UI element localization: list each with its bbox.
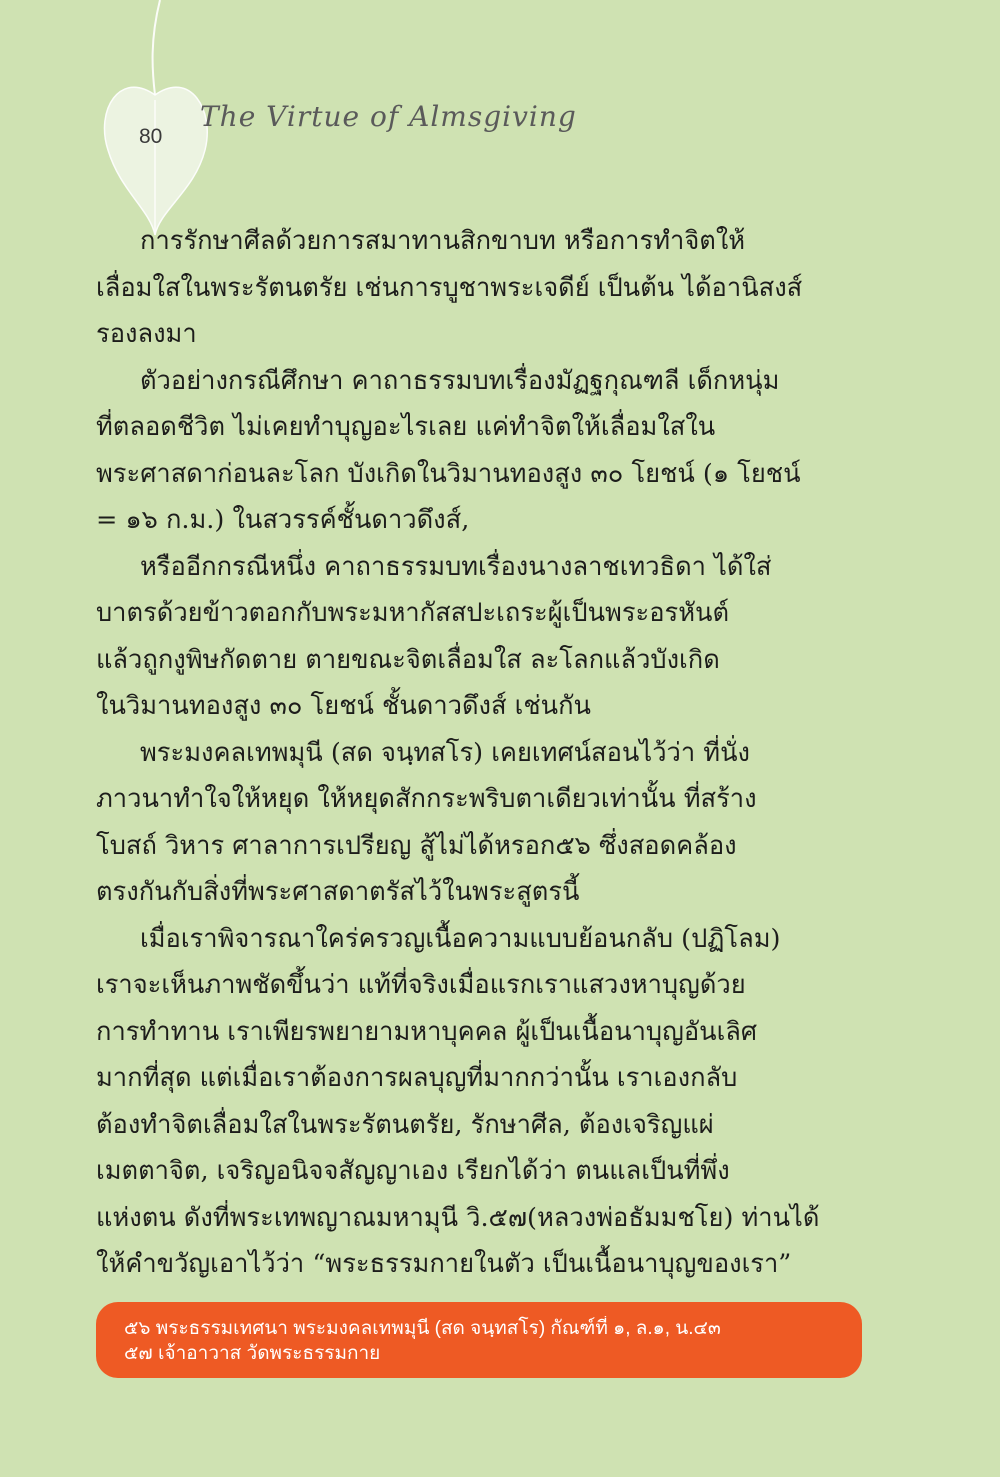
text-line: เลื่อมใสในพระรัตนตรัย เช่นการบูชาพระเจดีย์ เป็นต้น ได้อานิสงส์ [96, 272, 803, 303]
text-line: แล้วถูกงูพิษกัดตาย ตายขณะจิตเลื่อมใส ละโลกแล้วบังเกิด [96, 644, 720, 675]
text-line: หรืออีกกรณีหนึ่ง คาถาธรรมบทเรื่องนางลาชเทวธิดา ได้ใส่ [140, 551, 772, 582]
text-line: ที่ตลอดชีวิต ไม่เคยทำบุญอะไรเลย แค่ทำจิตให้เลื่อมใสใน [96, 412, 716, 442]
text-line: ต้องทำจิตเลื่อมใสในพระรัตนตรัย, รักษาศีล, ต้องเจริญแผ่ [96, 1109, 714, 1140]
footnote: ๕๖ พระธรรมเทศนา พระมงคลเทพมุนี (สด จนฺทสโร) กัณฑ์ที่ ๑, ล.๑, น.๔๓ [124, 1318, 721, 1339]
paragraph [96, 730, 866, 916]
text-line: ตรงกันกับสิ่งที่พระศาสดาตรัสไว้ในพระสูตรนี้ [96, 877, 580, 907]
paragraph [96, 358, 866, 544]
text-line: การรักษาศีลด้วยการสมาทานสิกขาบท หรือการทำจิตให้ [140, 226, 746, 256]
text-line: เราจะเห็นภาพชัดขึ้นว่า แท้ที่จริงเมื่อแรกเราแสวงหาบุญด้วย [96, 970, 746, 1000]
text-line: โบสถ์ วิหาร ศาลาการเปรียญ สู้ไม่ได้หรอก๕๖ ซึ่งสอดคล้อง [96, 830, 737, 861]
text-line: มากที่สุด แต่เมื่อเราต้องการผลบุญที่มากกว่านั้น เราเองกลับ [96, 1063, 738, 1093]
text-line: ในวิมานทองสูง ๓๐ โยชน์ ชั้นดาวดึงส์ เช่นกัน [96, 691, 591, 721]
footnote-box [96, 1302, 862, 1378]
text-line: เมตตาจิต, เจริญอนิจจสัญญาเอง เรียกได้ว่า ตนแลเป็นที่พึ่ง [96, 1156, 730, 1186]
paragraph [96, 544, 866, 730]
text-line: การทำทาน เราเพียรพยายามหาบุคคล ผู้เป็นเนื้อนาบุญอันเลิศ [96, 1016, 758, 1047]
running-title: The Virtue of Almsgiving [200, 100, 577, 133]
footnote: ๕๗ เจ้าอาวาส วัดพระธรรมกาย [124, 1343, 381, 1364]
paragraph [96, 916, 866, 1288]
text-line: เมื่อเราพิจารณาใคร่ครวญเนื้อความแบบย้อนกลับ (ปฏิโลม) [140, 923, 781, 954]
text-line: ให้คำขวัญเอาไว้ว่า “พระธรรมกายในตัว เป็นเนื้อนาบุญของเรา” [96, 1249, 792, 1279]
text-line: รองลงมา [96, 319, 197, 349]
text-line: = ๑๖ ก.ม.) ในสวรรค์ชั้นดาวดึงส์, [96, 505, 470, 535]
page-number: 80 [139, 125, 163, 148]
text-line: บาตรด้วยข้าวตอกกับพระมหากัสสปะเถระผู้เป็นพระอรหันต์ [96, 598, 730, 628]
text-line: แห่งตน ดังที่พระเทพญาณมหามุนี วิ.๕๗(หลวงพ่อธัมมชโย) ท่านได้ [96, 1202, 820, 1233]
text-line: พระศาสดาก่อนละโลก บังเกิดในวิมานทองสูง ๓๐ โยชน์ (๑ โยชน์ [96, 458, 801, 489]
text-line: ตัวอย่างกรณีศึกษา คาถาธรรมบทเรื่องมัฏฐกุณฑลี เด็กหนุ่ม [140, 365, 780, 396]
text-line: พระมงคลเทพมุนี (สด จนฺทสโร) เคยเทศน์สอนไว้ว่า ที่นั่ง [140, 737, 750, 768]
body-text [96, 218, 866, 1288]
text-line: ภาวนาทำใจให้หยุด ให้หยุดสักกระพริบตาเดียวเท่านั้น ที่สร้าง [96, 784, 757, 814]
paragraph [96, 218, 866, 358]
